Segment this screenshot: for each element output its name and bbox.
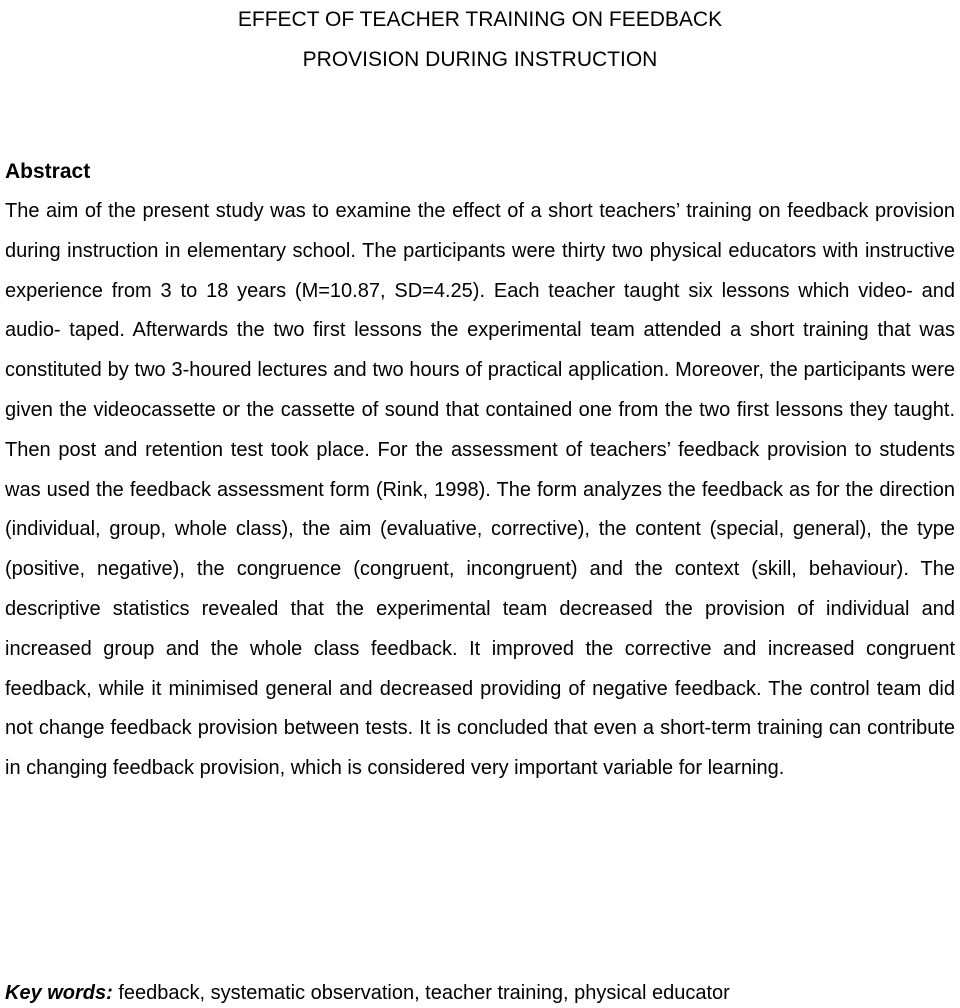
keywords-line: [5, 978, 730, 1008]
keywords-text: feedback, systematic observation, teacher training, physical educator: [112, 982, 730, 1004]
paper-title-line-2: PROVISION DURING INSTRUCTION: [302, 48, 658, 71]
paper-title-line-1: EFFECT OF TEACHER TRAINING ON FEEDBACK: [237, 8, 723, 31]
abstract-heading: Abstract: [5, 160, 91, 183]
paper-title: [0, 0, 960, 80]
abstract-body: The aim of the present study was to examine the effect of a short teachers’ training on feedback provision during instruction in elementary school. The participants were thirty two physical educators with instructive experience from 3 to 18 years (M=10.87, SD=4.25). Each teacher taught six lessons which video- and audio- taped. Afterwards the two first lessons the experimental team attended a short training that was constituted by two 3-houred lectures and two hours of practical application. Moreover, the participants were given the videocassette or the cassette of sound that contained one from the two first lessons they taught. Then post and retention test took place. For the assessment of teachers’ feedback provision to students was used the feedback assessment form (Rink, 1998). The form analyzes the feedback as for the direction (individual, group, whole class), the aim (evaluative, corrective), the content (special, general), the type (positive, negative), the congruence (congruent, incongruent) and the context (skill, behaviour). The descriptive statistics revealed that the experimental team decreased the provision of individual and increased group and the whole class feedback. It improved the corrective and increased congruent feedback, while it minimised general and decreased providing of negative feedback. The control team did not change feedback provision between tests. It is concluded that even a short-term training can contribute in changing feedback provision, which is considered very important variable for learning.: [5, 200, 955, 780]
keywords-label: Key words:: [5, 982, 113, 1004]
